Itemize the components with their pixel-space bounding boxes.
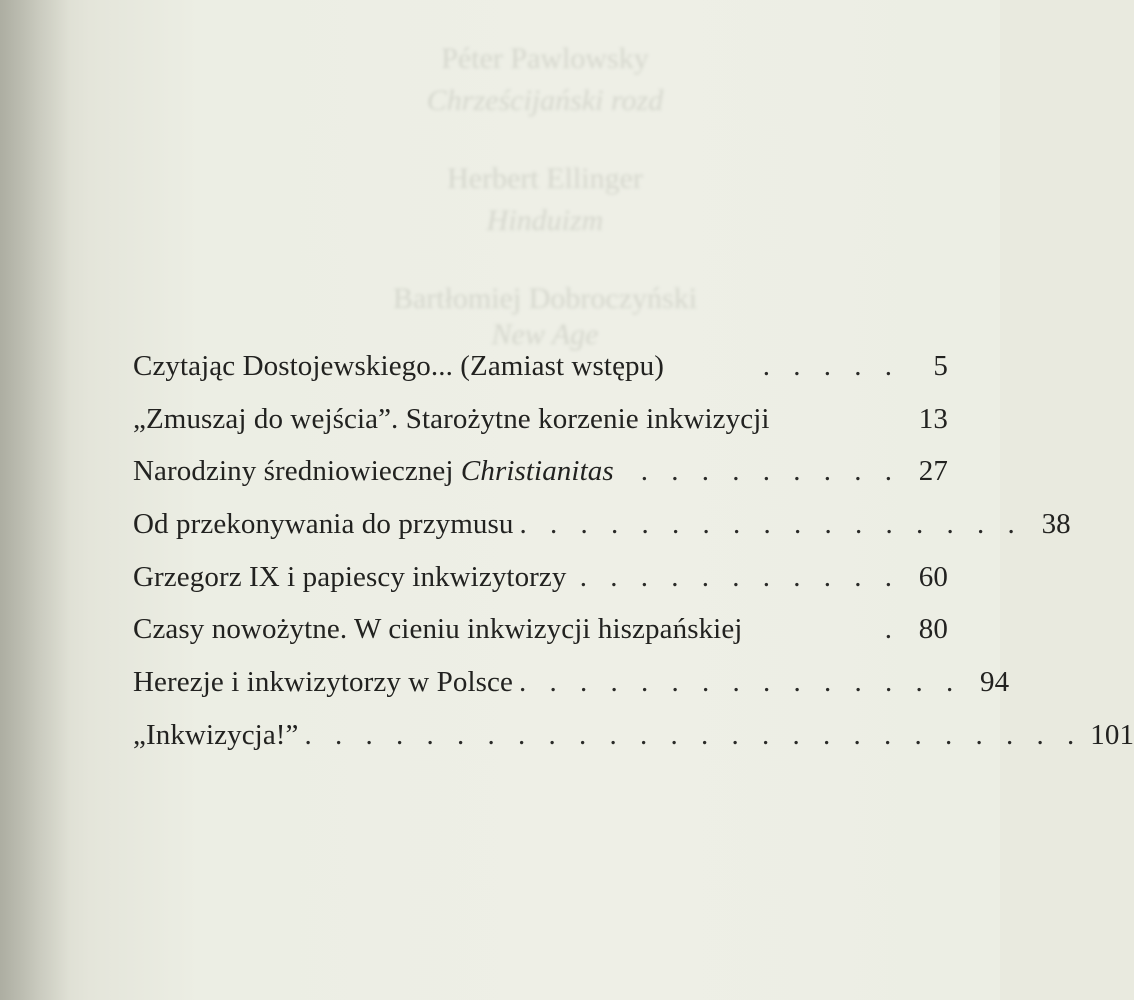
toc-entry-title: Czasy nowożytne. W cieniu inkwizycji hiszpańskiej xyxy=(133,613,743,646)
show-through-line: New Age xyxy=(491,318,599,351)
toc-entry-title: Herezje i inkwizytorzy w Polsce xyxy=(133,666,513,699)
toc-leader-dots: . xyxy=(884,613,900,646)
show-through-line: Herbert Ellinger xyxy=(447,162,643,195)
toc-entry-title: Narodziny średniowiecznej Christianitas xyxy=(133,455,614,488)
toc-entry xyxy=(133,455,948,508)
toc-page-number: 101 xyxy=(1090,718,1134,751)
toc-leader-dots: . . . . . xyxy=(762,350,900,382)
toc-entry xyxy=(133,718,1134,772)
toc-entry xyxy=(133,666,1010,719)
toc-leader-dots: . . . . . . . . . . . xyxy=(579,560,900,593)
toc-entry-title: Grzegorz IX i papiescy inkwizytorzy xyxy=(133,560,567,593)
toc-leader-dots: . . . . . . . . . . . . . . . xyxy=(518,666,962,699)
toc-entry-title: „Inkwizycja!” xyxy=(133,718,299,751)
toc-page-number: 27 xyxy=(918,455,948,488)
toc-entry xyxy=(133,350,948,403)
show-through-line: Chrześcijański rozd xyxy=(426,84,664,117)
toc-leader-dots: . . . . . . . . . xyxy=(640,455,900,488)
toc-page-number: 60 xyxy=(918,560,948,593)
toc-page-number: 13 xyxy=(918,402,948,435)
toc-page-number: 38 xyxy=(1041,508,1071,541)
toc-leader-dots: . . . . . . . . . . . . . . . . . . . . . . . . . . xyxy=(304,718,1083,751)
toc-entry xyxy=(133,561,948,614)
toc-entry xyxy=(133,613,948,666)
toc-page-number: 94 xyxy=(980,666,1010,699)
toc-page-number: 80 xyxy=(918,613,948,646)
toc-entry-title: „Zmuszaj do wejścia”. Starożytne korzenie inkwizycji xyxy=(133,402,770,435)
toc-entry xyxy=(133,403,948,456)
show-through-line: Bartłomiej Dobroczyński xyxy=(392,282,698,315)
table-of-contents xyxy=(133,350,1134,772)
show-through-line: Hinduizm xyxy=(486,204,604,237)
toc-entry-title: Od przekonywania do przymusu xyxy=(133,508,514,541)
show-through-line: Péter Pawlowsky xyxy=(441,42,649,75)
toc-entry-title: Czytając Dostojewskiego... (Zamiast wstępu) xyxy=(133,350,665,382)
toc-page-number: 5 xyxy=(933,350,948,382)
toc-leader-dots: . . . . . . . . . . . . . . . . . xyxy=(519,508,1023,541)
toc-entry xyxy=(133,508,1071,561)
